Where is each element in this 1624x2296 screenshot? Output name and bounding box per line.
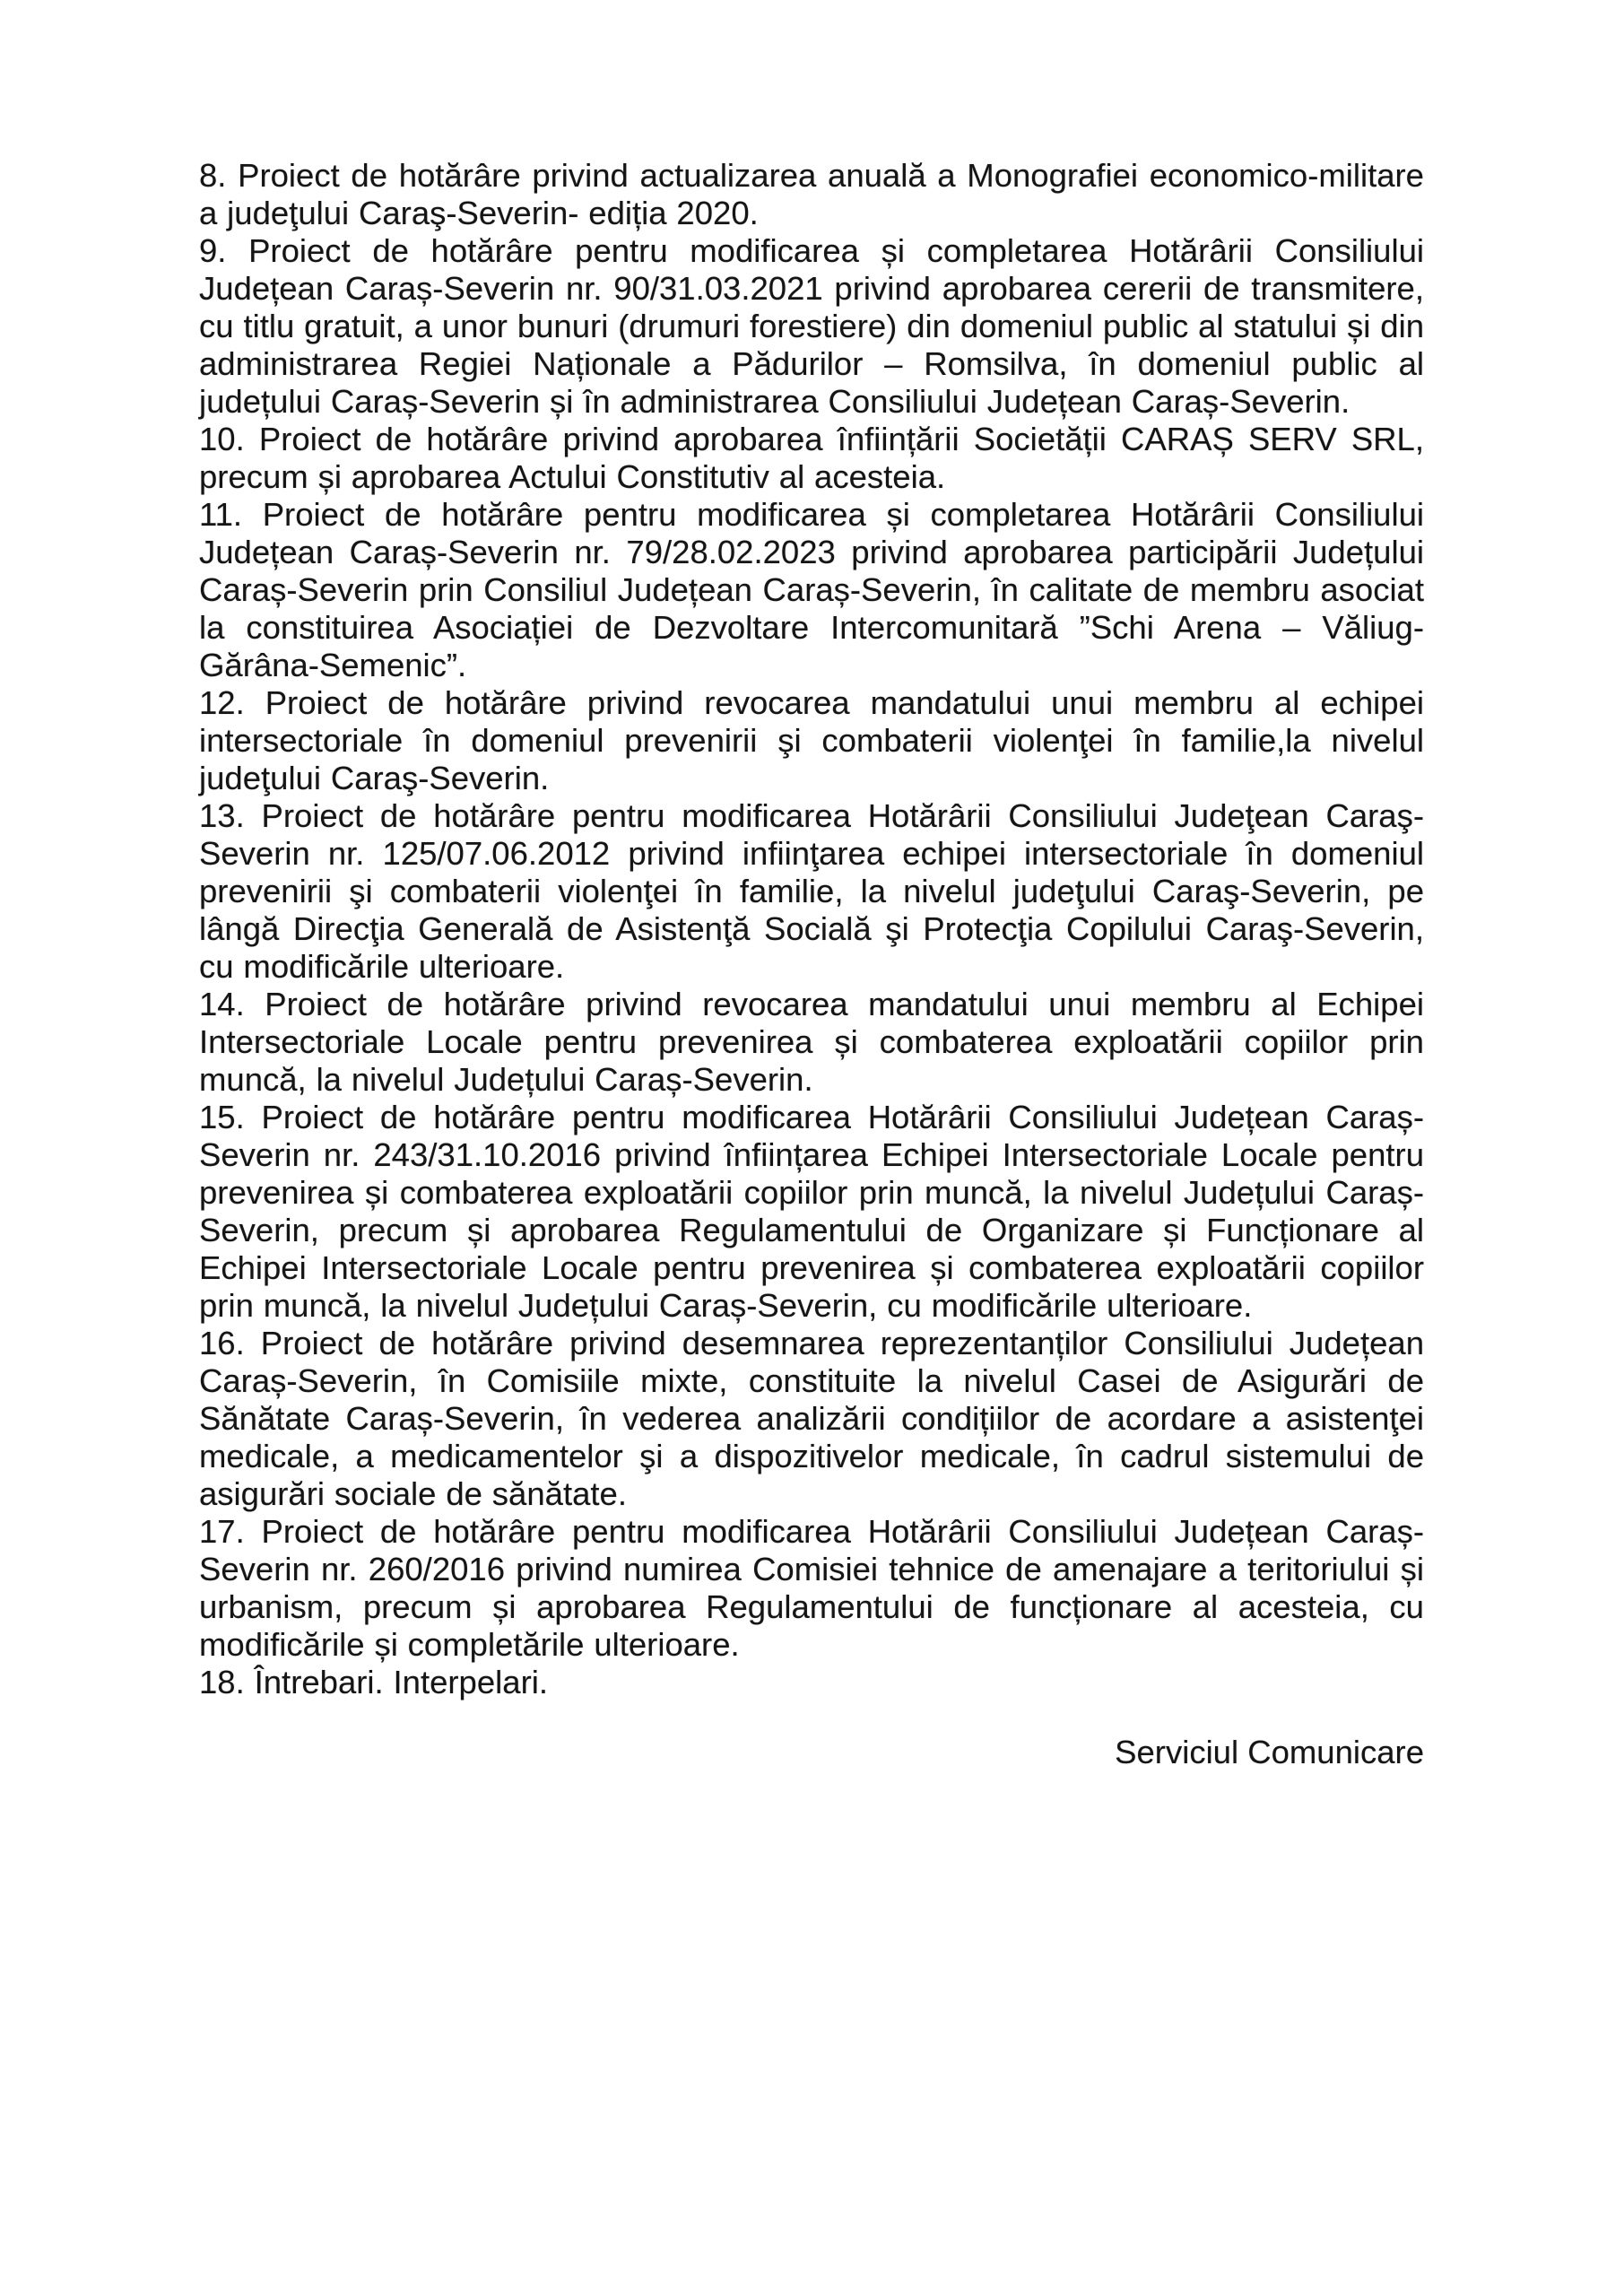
signature-text: Serviciul Comunicare (1115, 1734, 1424, 1770)
agenda-item-10: 10. Proiect de hotărâre privind aprobarea înființării Societății CARAȘ SERV SRL, precum și aprobarea Actului Constitutiv al acesteia. (199, 421, 1424, 495)
agenda-item-12: 12. Proiect de hotărâre privind revocarea mandatului unui membru al echipei intersectoriale în domeniul prevenirii şi combaterii violenţei în familie,la nivelul judeţului Caraş-Severin. (199, 684, 1424, 796)
agenda-item-8: 8. Proiect de hotărâre privind actualizarea anuală a Monografiei economico-militare a judeţului Caraş-Severin- ediția 2020. (199, 157, 1424, 231)
agenda-item-15: 15. Proiect de hotărâre pentru modificarea Hotărârii Consiliului Județean Caraș-Severin nr. 243/31.10.2016 privind înființarea Echipei Intersectoriale Locale pentru prevenirea și combaterea exploatării copiilor prin muncă, la nivelul Județului Caraș-Severin, precum și aprobarea Regulamentului de Organizare și Funcționare al Echipei Intersectoriale Locale pentru prevenirea și combaterea exploatării copiilor prin muncă, la nivelul Județului Caraș-Severin, cu modificările ulterioare. (199, 1099, 1424, 1324)
agenda-item-14: 14. Proiect de hotărâre privind revocarea mandatului unui membru al Echipei Intersectoriale Locale pentru prevenirea și combaterea exploatării copiilor prin muncă, la nivelul Județului Caraș-Severin. (199, 986, 1424, 1098)
agenda-item-11: 11. Proiect de hotărâre pentru modificarea și completarea Hotărârii Consiliului Județean Caraș-Severin nr. 79/28.02.2023 privind aprobarea participării Județului Caraș-Severin prin Consiliul Județean Caraș-Severin, în calitate de membru asociat la constituirea Asociației de Dezvoltare Intercomunitară ”Schi Arena – Văliug-Gărâna-Semenic”. (199, 496, 1424, 683)
agenda-item-13: 13. Proiect de hotărâre pentru modificarea Hotărârii Consiliului Judeţean Caraş-Severin nr. 125/07.06.2012 privind infiinţarea echipei intersectoriale în domeniul prevenirii şi combaterii violenţei în familie, la nivelul judeţului Caraş-Severin, pe lângă Direcţia Generală de Asistenţă Socială şi Protecţia Copilului Caraş-Severin, cu modificările ulterioare. (199, 797, 1424, 985)
agenda-item-9: 9. Proiect de hotărâre pentru modificarea și completarea Hotărârii Consiliului Județean Caraș-Severin nr. 90/31.03.2021 privind aprobarea cererii de transmitere, cu titlu gratuit, a unor bunuri (drumuri forestiere) din domeniul public al statului și din administrarea Regiei Naționale a Pădurilor – Romsilva, în domeniul public al județului Caraș-Severin și în administrarea Consiliului Județean Caraș-Severin. (199, 232, 1424, 420)
agenda-item-17: 17. Proiect de hotărâre pentru modificarea Hotărârii Consiliului Județean Caraș-Severin nr. 260/2016 privind numirea Comisiei tehnice de amenajare a teritoriului și urbanism, precum și aprobarea Regulamentului de funcționare al acesteia, cu modificările și completările ulterioare. (199, 1513, 1424, 1663)
agenda-item-16: 16. Proiect de hotărâre privind desemnarea reprezentanților Consiliului Județean Caraș-Severin, în Comisiile mixte, constituite la nivelul Casei de Asigurări de Sănătate Caraș-Severin, în vederea analizării condițiilor de acordare a asistenţei medicale, a medicamentelor şi a dispozitivelor medicale, în cadrul sistemului de asigurări sociale de sănătate. (199, 1325, 1424, 1512)
agenda-item-18: 18. Întrebari. Interpelari. (199, 1664, 548, 1700)
signature-block (199, 1734, 1424, 1771)
document-body (199, 157, 1424, 1771)
